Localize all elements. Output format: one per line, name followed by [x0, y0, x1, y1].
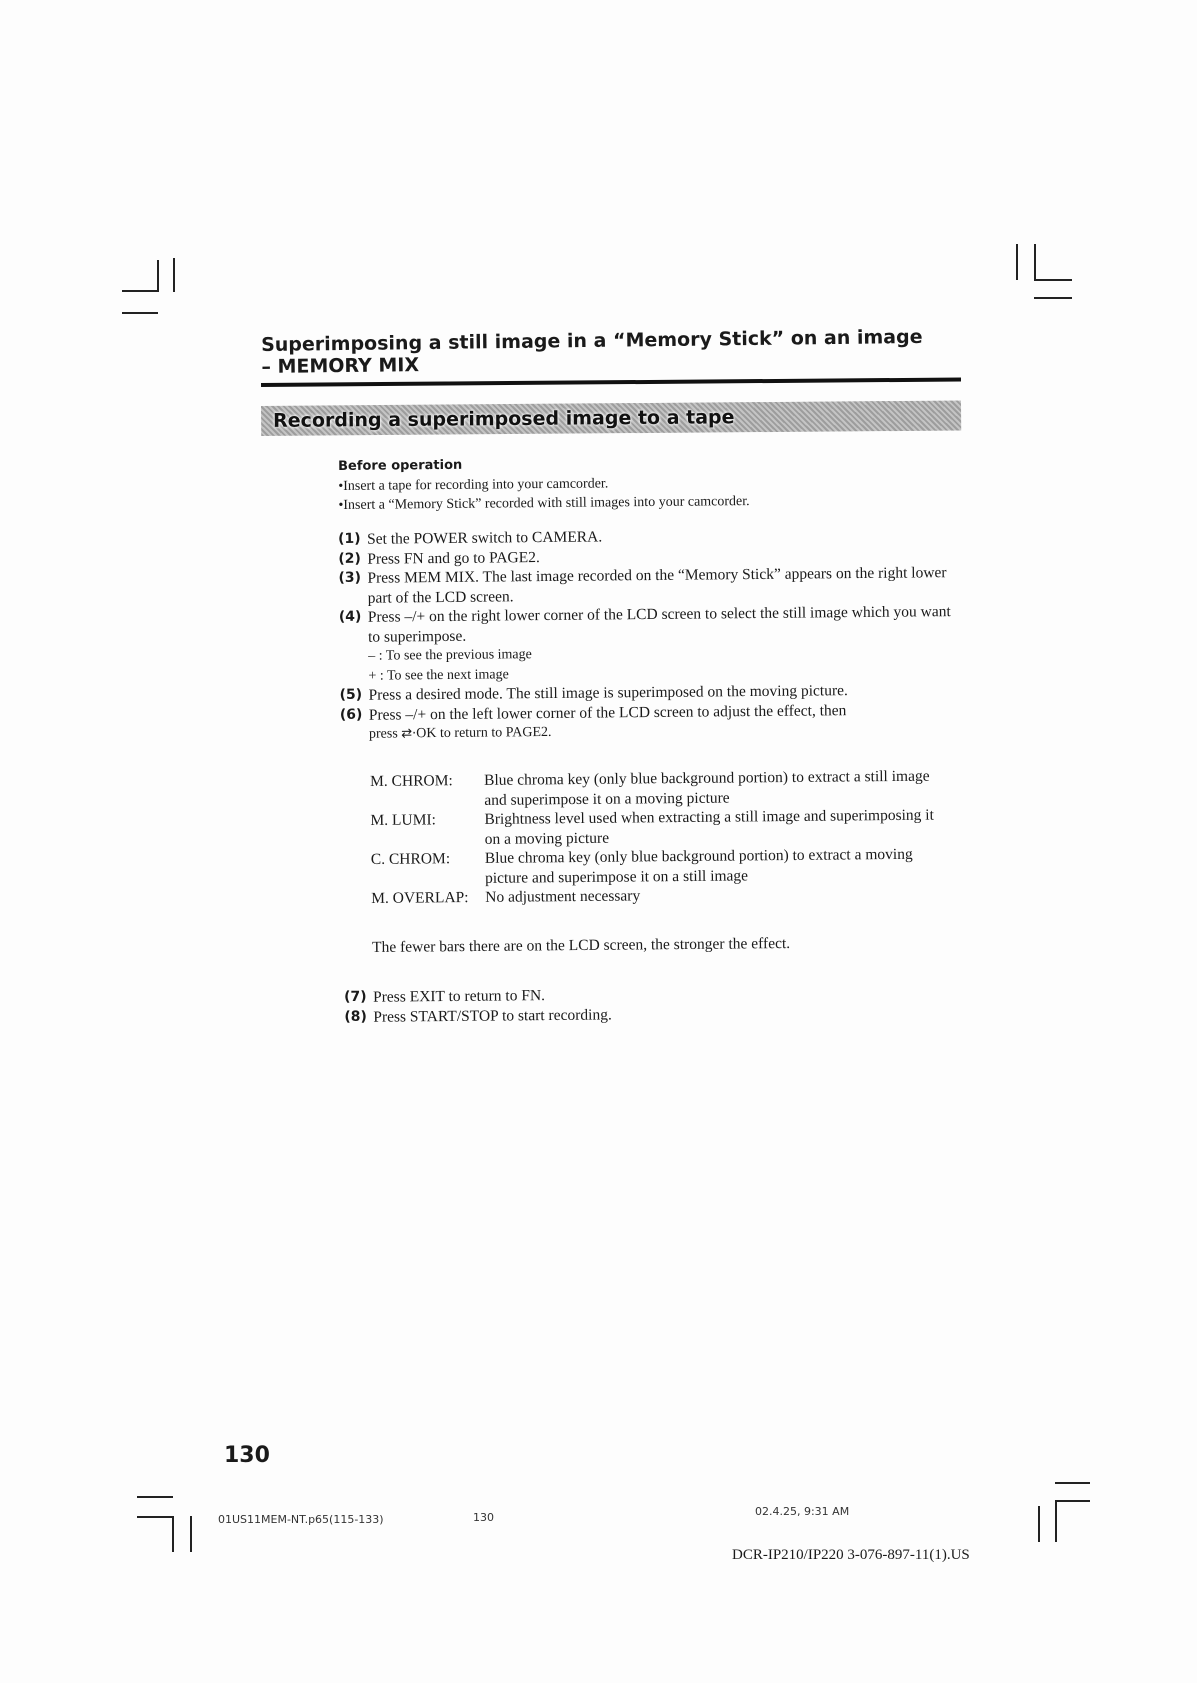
mode-description: Blue chroma key (only blue background portion) to extract a still image and superimpose it on a moving picture	[484, 767, 930, 809]
step-text: Set the POWER switch to CAMERA.	[367, 528, 603, 548]
page-number: 130	[224, 1443, 270, 1468]
title-line-1: Superimposing a still image in a “Memory Stick” on an image	[261, 325, 923, 356]
step-8	[344, 1005, 612, 1027]
before-operation-bullet: •Insert a tape for recording into your camcorder.	[338, 475, 609, 494]
step-number: (3)	[338, 569, 362, 586]
mode-item	[370, 766, 950, 811]
footer-page: 130	[473, 1511, 494, 1524]
mode-label: M. CHROM:	[370, 772, 453, 790]
mode-list	[370, 766, 951, 908]
mode-description: No adjustment necessary	[485, 887, 641, 906]
step-number: (2)	[338, 550, 361, 567]
mode-label: M. LUMI:	[370, 811, 436, 829]
step-text: Press MEM MIX. The last image recorded on the “Memory Stick” appears on the right lower part of the LCD screen.	[367, 564, 947, 607]
title-rule	[261, 378, 961, 387]
crop-mark	[1034, 297, 1072, 299]
step-6-suffix: OK to return to PAGE2.	[416, 724, 552, 742]
section-heading-band	[261, 401, 961, 436]
step-7	[344, 985, 612, 1007]
section-heading: Recording a superimposed image to a tape	[273, 406, 735, 432]
effect-note: The fewer bars there are on the LCD screen, the stronger the effect.	[372, 934, 791, 956]
crop-mark	[122, 290, 158, 292]
step-4-sub-item: + : To see the next image	[368, 666, 509, 684]
step-text: Press FN and go to PAGE2.	[367, 548, 540, 568]
step-number: (5)	[339, 686, 363, 703]
step-text: Press a desired mode. The still image is superimposed on the moving picture.	[368, 682, 848, 704]
mode-description: Blue chroma key (only blue background portion) to extract a moving picture and superimpose it on a still image	[484, 845, 913, 887]
before-operation	[338, 453, 750, 515]
crop-mark	[137, 1516, 173, 1518]
footer-date: 02.4.25, 9:31 AM	[755, 1505, 850, 1518]
mode-item	[371, 844, 951, 889]
step-number: (6)	[339, 706, 363, 723]
crop-mark	[122, 312, 158, 314]
crop-mark	[137, 1496, 173, 1498]
step-6-prefix: press	[368, 726, 398, 742]
title-line-2: – MEMORY MIX	[261, 354, 420, 378]
step-text: Press START/STOP to start recording.	[373, 1005, 612, 1026]
crop-mark	[157, 260, 159, 292]
crop-mark	[173, 258, 175, 292]
crop-mark	[1034, 244, 1036, 280]
steps-list-final	[344, 985, 612, 1027]
mode-item	[371, 883, 951, 908]
step-number: (7)	[344, 988, 367, 1005]
mode-label: C. CHROM:	[370, 850, 451, 868]
crop-mark	[1055, 1500, 1057, 1542]
step-4-sub-item: – : To see the previous image	[368, 647, 532, 664]
step-number: (1)	[338, 530, 361, 547]
page-title	[261, 326, 923, 378]
mode-label: M. OVERLAP:	[371, 889, 469, 907]
steps-list	[338, 524, 960, 744]
crop-mark	[1016, 244, 1018, 280]
crop-mark	[1038, 1506, 1040, 1542]
mode-description: Brightness level used when extracting a still image and superimposing it on a moving picture	[484, 806, 934, 848]
step-number: (4)	[338, 608, 362, 625]
before-operation-bullet: •Insert a “Memory Stick” recorded with still images into your camcorder.	[338, 494, 750, 513]
footer-filename: 01US11MEM-NT.p65(115-133)	[218, 1513, 384, 1526]
crop-mark	[190, 1516, 192, 1552]
before-operation-heading: Before operation	[338, 457, 463, 474]
step-4	[339, 602, 959, 647]
step-text: Press –/+ on the left lower corner of the LCD screen to adjust the effect, then	[368, 701, 847, 724]
crop-mark	[1055, 1500, 1090, 1502]
return-arrow-icon: ⇄·	[401, 726, 417, 742]
crop-mark	[1055, 1482, 1090, 1484]
crop-mark	[1034, 279, 1072, 281]
step-number: (8)	[344, 1008, 367, 1025]
step-text: Press EXIT to return to FN.	[373, 987, 546, 1006]
step-text: Press –/+ on the right lower corner of the LCD screen to select the still image which you want to superimpose.	[367, 603, 951, 646]
footer-model: DCR-IP210/IP220 3-076-897-11(1).US	[732, 1547, 970, 1563]
mode-item	[370, 805, 950, 850]
step-3	[338, 563, 958, 608]
crop-mark	[172, 1516, 174, 1552]
